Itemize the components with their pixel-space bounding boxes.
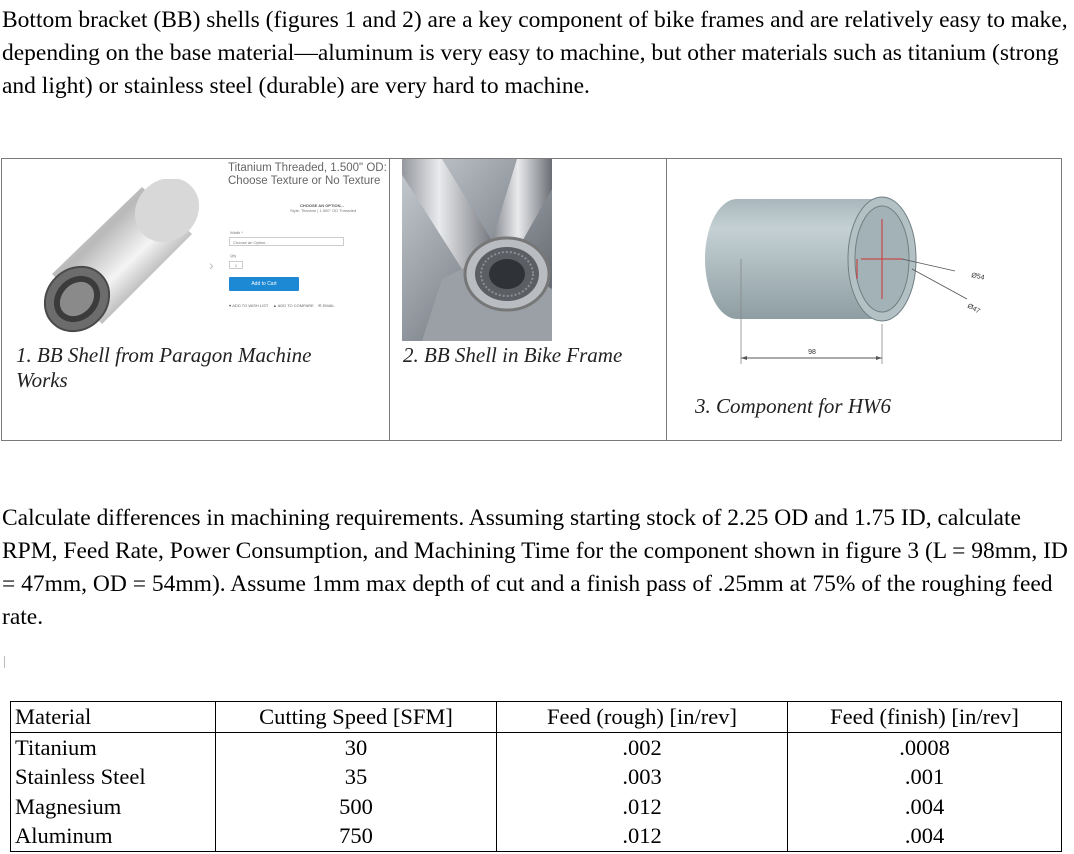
cell-feed-rough: .012 bbox=[497, 821, 788, 851]
figure-3-cell bbox=[667, 159, 1062, 440]
table-row bbox=[11, 821, 1062, 851]
header-feed-finish: Feed (finish) [in/rev] bbox=[788, 702, 1062, 733]
material-data-table bbox=[10, 701, 1062, 852]
cell-cutting-speed: 500 bbox=[216, 792, 497, 822]
cell-feed-rough: .002 bbox=[497, 732, 788, 762]
intro-paragraph: Bottom bracket (BB) shells (figures 1 and 2) are a key component of bike frames and are relatively easy to make, depending on the base material—aluminum is very easy to machine, but other materials such as titanium (strong and light) or stainless steel (durable) are very hard to machine. bbox=[2, 7, 1068, 99]
product-width-select: Choose an Option... bbox=[229, 237, 344, 246]
bike-frame-photo bbox=[402, 159, 552, 341]
margin-mark bbox=[4, 656, 5, 668]
cell-feed-finish: .004 bbox=[904, 793, 945, 819]
add-to-cart-button: Add to Cart bbox=[229, 277, 299, 291]
product-action-links bbox=[229, 303, 335, 308]
table-row bbox=[11, 732, 1062, 762]
table-header-row bbox=[11, 702, 1062, 733]
cell-cutting-speed: 35 bbox=[216, 762, 497, 792]
figure-1-cell bbox=[2, 159, 390, 440]
cell-feed-finish: .0008 bbox=[899, 734, 950, 760]
email-link: ✉ EMAIL bbox=[318, 303, 335, 308]
cell-material: Aluminum bbox=[11, 821, 216, 851]
dimension-od-label: Ø54 bbox=[970, 272, 985, 282]
cell-feed-rough: .003 bbox=[497, 762, 788, 792]
cell-material: Titanium bbox=[11, 732, 216, 762]
figure-3-caption: 3. Component for HW6 bbox=[695, 394, 891, 418]
table-row bbox=[11, 762, 1062, 792]
cell-cutting-speed: 750 bbox=[216, 821, 497, 851]
cell-feed-rough: .012 bbox=[497, 792, 788, 822]
header-cutting-speed: Cutting Speed [SFM] bbox=[216, 702, 497, 733]
task-paragraph: Calculate differences in machining requirements. Assuming starting stock of 2.25 OD and 1.75 ID, calculate RPM, Feed Rate, Power Consumption, and Machining Time for the component shown in figure 3 (L = 98mm, ID = 47mm, OD = 54mm). Assume 1mm max depth of cut and a finish pass of .25mm at 75% of the roughing feed rate. bbox=[2, 505, 1068, 630]
figure-1-caption: 1. BB Shell from Paragon Machine Works bbox=[16, 343, 312, 392]
cell-feed-finish: .001 bbox=[904, 764, 945, 789]
product-qty-label: Qty bbox=[230, 253, 237, 258]
product-qty-box: 1 bbox=[229, 261, 243, 269]
product-title: Titanium Threaded, 1.500" OD: Choose Texture or No Texture bbox=[228, 162, 387, 187]
carousel-arrow-icon: › bbox=[209, 257, 214, 273]
wish-list-link: ♥ ADD TO WISH LIST bbox=[229, 303, 269, 308]
dimension-length-label: 98 bbox=[808, 349, 816, 356]
product-width-label: Width * bbox=[230, 230, 243, 235]
cell-material: Stainless Steel bbox=[11, 762, 216, 792]
dimension-id-label: Ø47 bbox=[966, 302, 981, 316]
cell-cutting-speed: 30 bbox=[216, 732, 497, 762]
bb-shell-photo bbox=[32, 179, 212, 339]
figure-table bbox=[1, 158, 1062, 441]
cell-material: Magnesium bbox=[11, 792, 216, 822]
table-row bbox=[11, 792, 1062, 822]
cell-feed-finish: .004 bbox=[788, 821, 1062, 851]
figure-2-caption: 2. BB Shell in Bike Frame bbox=[403, 343, 623, 367]
product-style-line: Style: Titanium | 1.500" OD Threaded bbox=[290, 208, 357, 213]
compare-link: ▲ ADD TO COMPARE bbox=[272, 303, 314, 308]
figure-2-cell bbox=[390, 159, 667, 440]
header-feed-rough: Feed (rough) [in/rev] bbox=[497, 702, 788, 733]
header-material: Material bbox=[11, 702, 216, 733]
product-choose-option: CHOOSE AN OPTION... bbox=[300, 203, 344, 208]
component-cad-drawing bbox=[667, 159, 1062, 391]
